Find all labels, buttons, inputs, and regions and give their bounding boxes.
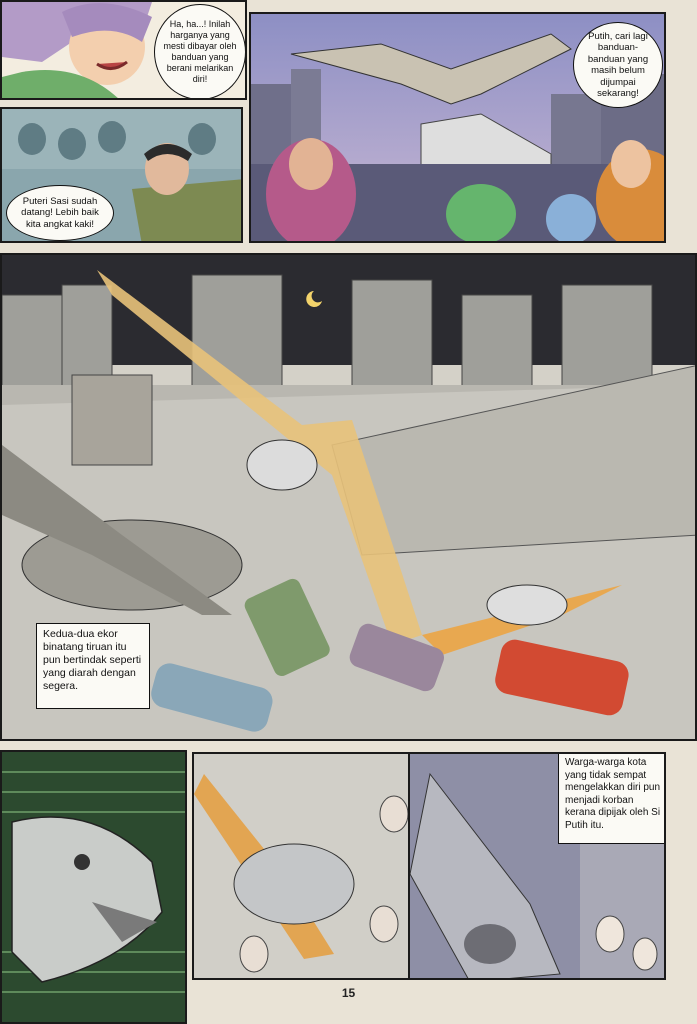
panel-4 xyxy=(0,253,697,741)
panel-3 xyxy=(0,107,243,243)
panel-6-artwork xyxy=(2,752,187,1024)
panel-1 xyxy=(0,0,247,100)
narration-caption-animals: Kedua-dua ekor binatang tiruan itu pun bertindak seperti yang diarah dengan segera. xyxy=(36,623,150,709)
speech-bubble-laugh: Ha, ha...! Inilah harganya yang mesti dibayar oleh banduan yang berani melarikan diri! xyxy=(154,4,246,100)
narration-caption-victims: Warga-warga kota yang tidak sempat mengelakkan diri pun menjadi korban kerana dipijak oleh Si Putih itu. xyxy=(558,752,666,844)
panel-8 xyxy=(408,752,666,980)
panel-2 xyxy=(249,12,666,243)
page-number: 15 xyxy=(341,986,356,1000)
speech-bubble-flee: Puteri Sasi sudah datang! Lebih baik kita angkat kaki! xyxy=(6,185,114,241)
panel-6 xyxy=(0,750,187,1024)
speech-bubble-command: Putih, cari lagi banduan-banduan yang masih belum dijumpai sekarang! xyxy=(573,22,663,108)
